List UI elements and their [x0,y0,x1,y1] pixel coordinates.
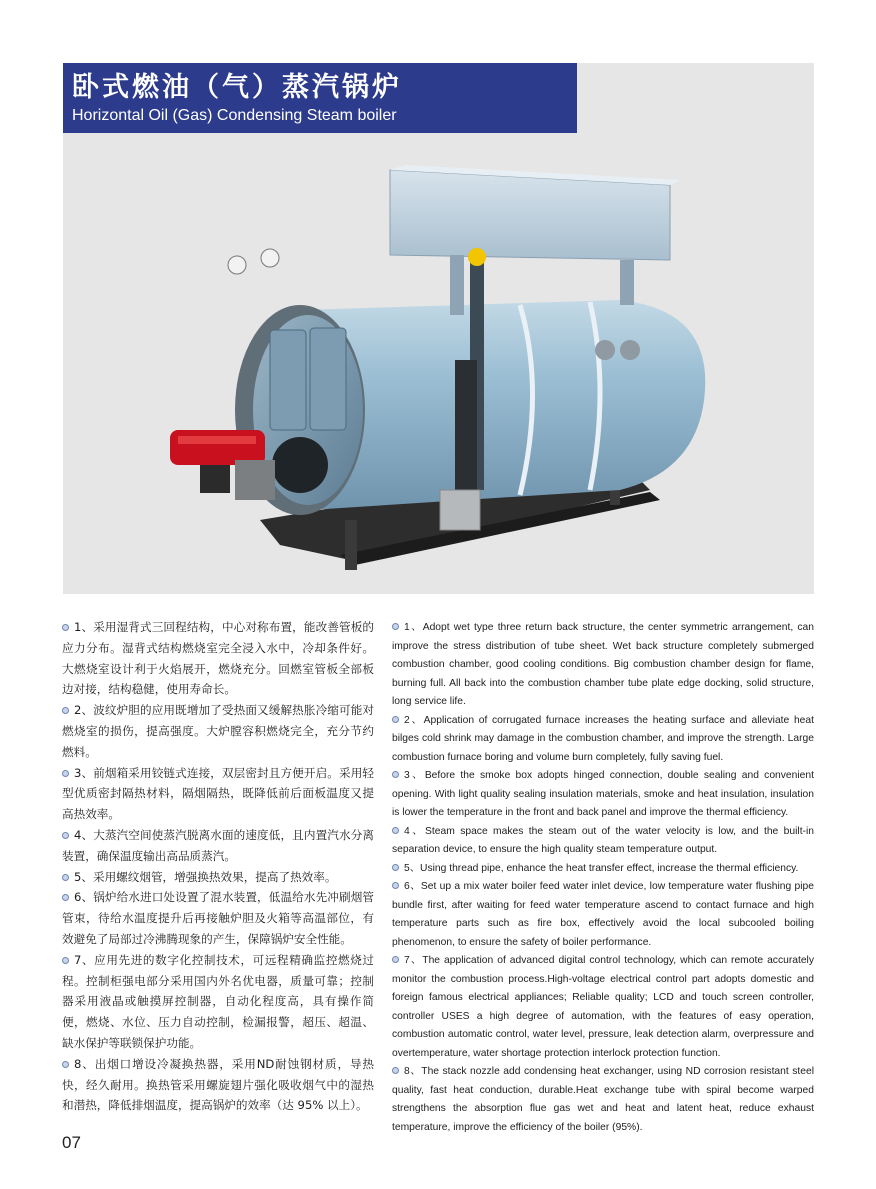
bullet-icon [392,771,399,778]
feature-item-en: 2、Application of corrugated furnace increases the heating surface and alleviate heat bilges cold shrink may damage in the combustion chamber, and improve the strength. Large combustion furnace boring and volume burn completely, fully saving fuel. [392,714,814,763]
feature-item-cn: 7、应用先进的数字化控制技术，可远程精确监控燃烧过程。控制柜强电部分采用国内外名优电器，质量可靠；控制器采用液晶或触摸屏控制器，自动化程度高，具有操作简便，燃烧、水位、压力自动控制，检漏报警，超压、超温、缺水保护等联锁保护功能。 [62,952,374,1050]
feature-item-en: 7、The application of advanced digital control technology, which can remote accurately monitor the combustion process.High-voltage electrical control part adopts domestic and foreign famous electrical appliances; Reliable quality; LCD and touch screen controller, controller USES a high degree of automation, with the features of easy operation, combustion automatic control, water level, pressure, leak detection alarm, overpressure and overtemperature, water shortage protection interlock protection function. [392,955,814,1059]
bullet-icon [62,1061,69,1068]
feature-item-en: 4、Steam space makes the steam out of the water velocity is low, and the built-in separation device, to ensure the high quality steam temperature output. [392,825,814,855]
top-control-box [390,165,680,315]
boiler-illustration [150,160,710,590]
bullet-icon [62,894,69,901]
bullet-icon [392,882,399,889]
feature-item-cn: 3、前烟箱采用铰链式连接，双层密封且方便开启。采用轻型优质密封隔热材料，隔烟隔热，既降低前后面板温度又提高热效率。 [62,765,374,822]
feature-item-cn: 1、采用湿背式三回程结构，中心对称布置，能改善管板的应力分布。湿背式结构燃烧室完全浸入水中，冷却条件好。大燃烧室设计利于火焰展开，燃烧充分。回燃室管板全部板边对接，结构稳健，使用寿命长。 [62,620,374,697]
bullet-icon [62,770,69,777]
feature-item-cn: 2、波纹炉胆的应用既增加了受热面又缓解热胀冷缩可能对燃烧室的损伤，提高强度。大炉膛容积燃烧完全，充分节约燃料。 [62,703,374,759]
bullet-icon [62,874,69,881]
bullet-icon [392,623,399,630]
feature-item-en: 3、Before the smoke box adopts hinged connection, double sealing and convenient opening. With light quality sealing insulation materials, smoke and heat insulation, insulation is lower the temperature in the front and back panel and improve the thermal efficiency. [392,770,814,818]
page-title-cn: 卧式燃油（气）蒸汽锅炉 [72,72,402,103]
bullet-icon [62,957,69,964]
bullet-icon [392,716,399,723]
feature-item-cn: 6、锅炉给水进口处设置了混水装置，低温给水先冲刷烟管管束，待给水温度提升后再接触炉胆及火箱等高温部位，有效避免了局部过冷沸腾现象的产生，保障锅炉安全性能。 [62,890,374,946]
feature-list-cn [62,617,374,1116]
burner [170,430,275,500]
bullet-icon [392,864,399,871]
bullet-icon [62,832,69,839]
feature-item-cn: 5、采用螺纹烟管，增强换热效果，提高了热效率。 [62,867,374,888]
feature-item-cn: 8、出烟口增设冷凝换热器，采用ND耐蚀钢材质，导热快，经久耐用。换热管采用螺旋翅片强化吸收烟气中的湿热和潜热，降低排烟温度，提高锅炉的效率（达 95% 以上）。 [62,1056,374,1113]
bullet-icon [62,707,69,714]
bullet-icon [392,1067,399,1074]
feature-list-en [392,619,814,1137]
feature-item-en: 5、Using thread pipe, enhance the heat transfer effect, increase the thermal efficiency. [392,860,814,879]
feature-item-cn: 4、大蒸汽空间使蒸汽脱离水面的速度低，且内置汽水分离装置，确保温度输出高品质蒸汽。 [62,827,374,863]
bullet-icon [392,827,399,834]
bullet-icon [392,956,399,963]
feature-item-en: 6、Set up a mix water boiler feed water inlet device, low temperature water flushing pipe bundle first, after waiting for feed water temperature ascend to contact furnace and high temperature parts such as fire box, effectively avoid the local subcooled boiling phenomenon, to ensure the safety of boiler performance. [392,881,814,948]
page-title-en: Horizontal Oil (Gas) Condensing Steam boiler [72,107,397,124]
feature-item-en: 1、Adopt wet type three return back structure, the center symmetric arrangement, can improve the stress distribution of tube sheet. Wet back structure completely submerged combustion chamber, good cooling conditions. Big combustion chamber design for flame, burning full. All back into the combustion chamber tube plate edge docking, solid structure, long service life. [392,622,814,707]
bullet-icon [62,624,69,631]
page-number: 07 [62,1133,81,1152]
feature-item-en: 8、The stack nozzle add condensing heat exchanger, using ND corrosion resistant steel quality, fast heat conduction, durable.Heat exchange tube with spiral become warped strengthens the absorption flue gas wet and heat and latent heat, reduce exhaust temperature, improve the efficiency of the boiler (95%). [392,1066,814,1133]
